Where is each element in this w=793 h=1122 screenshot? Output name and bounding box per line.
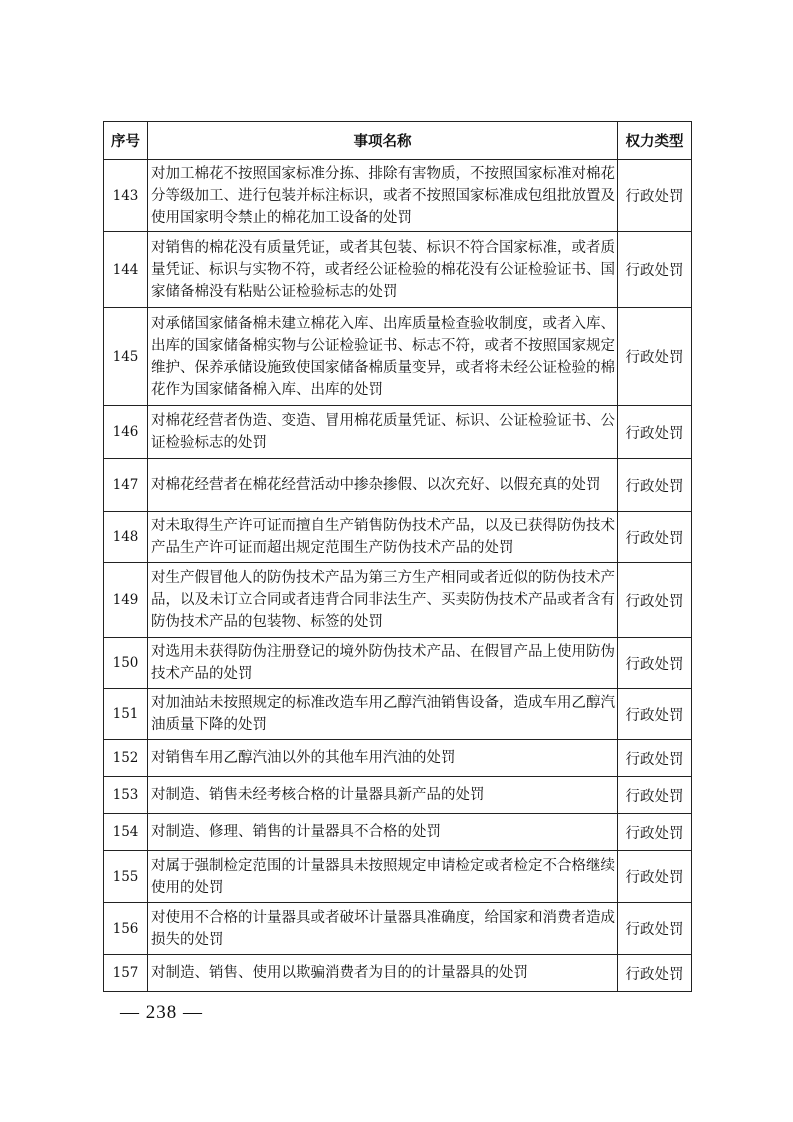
table-row — [104, 459, 692, 512]
row-matter-name: 对销售的棉花没有质量凭证，或者其包装、标识不符合国家标准，或者质量凭证、标识与实物不符，或者经公证检验的棉花没有公证检验证书、国家储备棉没有粘贴公证检验标志的处罚 — [148, 232, 618, 308]
row-matter-name: 对制造、修理、销售的计量器具不合格的处罚 — [148, 814, 618, 851]
row-serial-number: 153 — [104, 777, 148, 814]
table-row — [104, 512, 692, 563]
matters-table — [103, 121, 692, 992]
header-matter-name: 事项名称 — [148, 122, 618, 160]
row-matter-name: 对未取得生产许可证而擅自生产销售防伪技术产品，以及已获得防伪技术产品生产许可证而超出规定范围生产防伪技术产品的处罚 — [148, 512, 618, 563]
row-serial-number: 147 — [104, 459, 148, 512]
page-number: — 238 — — [120, 1002, 203, 1023]
row-power-type: 行政处罚 — [618, 308, 692, 406]
row-power-type: 行政处罚 — [618, 689, 692, 740]
row-serial-number: 146 — [104, 406, 148, 459]
table-row — [104, 740, 692, 777]
row-matter-name: 对加工棉花不按照国家标准分拣、排除有害物质，不按照国家标准对棉花分等级加工、进行包装并标注标识，或者不按照国家标准成包组批放置及使用国家明令禁止的棉花加工设备的处罚 — [148, 160, 618, 232]
row-serial-number: 148 — [104, 512, 148, 563]
table-row — [104, 563, 692, 638]
row-power-type: 行政处罚 — [618, 232, 692, 308]
row-matter-name: 对制造、销售、使用以欺骗消费者为目的的计量器具的处罚 — [148, 955, 618, 992]
table-row — [104, 689, 692, 740]
table-row — [104, 308, 692, 406]
row-serial-number: 149 — [104, 563, 148, 638]
row-power-type: 行政处罚 — [618, 638, 692, 689]
table-row — [104, 814, 692, 851]
row-serial-number: 156 — [104, 903, 148, 955]
row-power-type: 行政处罚 — [618, 563, 692, 638]
row-matter-name: 对使用不合格的计量器具或者破坏计量器具准确度，给国家和消费者造成损失的处罚 — [148, 903, 618, 955]
row-serial-number: 150 — [104, 638, 148, 689]
row-serial-number: 144 — [104, 232, 148, 308]
row-serial-number: 145 — [104, 308, 148, 406]
row-power-type: 行政处罚 — [618, 777, 692, 814]
table-row — [104, 406, 692, 459]
row-serial-number: 155 — [104, 851, 148, 903]
row-serial-number: 154 — [104, 814, 148, 851]
table-row — [104, 955, 692, 992]
header-power-type: 权力类型 — [618, 122, 692, 160]
row-matter-name: 对属于强制检定范围的计量器具未按照规定申请检定或者检定不合格继续使用的处罚 — [148, 851, 618, 903]
row-power-type: 行政处罚 — [618, 512, 692, 563]
row-serial-number: 143 — [104, 160, 148, 232]
header-serial-number: 序号 — [104, 122, 148, 160]
row-power-type: 行政处罚 — [618, 955, 692, 992]
table-row — [104, 638, 692, 689]
table-row — [104, 232, 692, 308]
row-serial-number: 152 — [104, 740, 148, 777]
row-matter-name: 对销售车用乙醇汽油以外的其他车用汽油的处罚 — [148, 740, 618, 777]
row-matter-name: 对制造、销售未经考核合格的计量器具新产品的处罚 — [148, 777, 618, 814]
row-power-type: 行政处罚 — [618, 160, 692, 232]
row-matter-name: 对棉花经营者伪造、变造、冒用棉花质量凭证、标识、公证检验证书、公证检验标志的处罚 — [148, 406, 618, 459]
table-row — [104, 160, 692, 232]
row-matter-name: 对生产假冒他人的防伪技术产品为第三方生产相同或者近似的防伪技术产品，以及未订立合同或者违背合同非法生产、买卖防伪技术产品或者含有防伪技术产品的包装物、标签的处罚 — [148, 563, 618, 638]
table-row — [104, 777, 692, 814]
row-power-type: 行政处罚 — [618, 814, 692, 851]
row-power-type: 行政处罚 — [618, 406, 692, 459]
table-row — [104, 851, 692, 903]
row-power-type: 行政处罚 — [618, 459, 692, 512]
table-row — [104, 903, 692, 955]
row-serial-number: 157 — [104, 955, 148, 992]
row-matter-name: 对承储国家储备棉未建立棉花入库、出库质量检查验收制度，或者入库、出库的国家储备棉实物与公证检验证书、标志不符，或者不按照国家规定维护、保养承储设施致使国家储备棉质量变异，或者将未经公证检验的棉花作为国家储备棉入库、出库的处罚 — [148, 308, 618, 406]
row-matter-name: 对加油站未按照规定的标准改造车用乙醇汽油销售设备，造成车用乙醇汽油质量下降的处罚 — [148, 689, 618, 740]
row-power-type: 行政处罚 — [618, 740, 692, 777]
row-matter-name: 对棉花经营者在棉花经营活动中掺杂掺假、以次充好、以假充真的处罚 — [148, 459, 618, 512]
row-power-type: 行政处罚 — [618, 903, 692, 955]
row-serial-number: 151 — [104, 689, 148, 740]
row-power-type: 行政处罚 — [618, 851, 692, 903]
row-matter-name: 对选用未获得防伪注册登记的境外防伪技术产品、在假冒产品上使用防伪技术产品的处罚 — [148, 638, 618, 689]
table-header-row — [104, 122, 692, 160]
